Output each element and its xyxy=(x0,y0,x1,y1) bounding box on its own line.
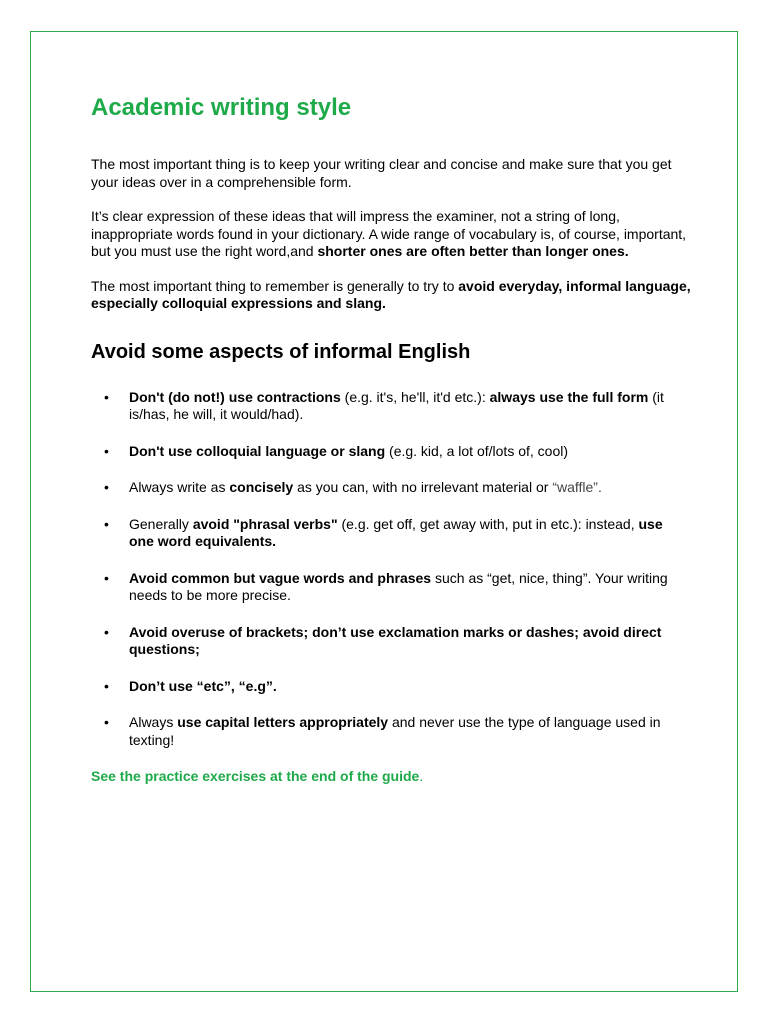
bullet-icon: • xyxy=(104,388,109,405)
intro-paragraph-3 xyxy=(91,278,691,313)
list-item-bold: always use the full form xyxy=(489,388,649,405)
intro-paragraph-2-emphasis: shorter ones are often better than longer ones. xyxy=(317,243,629,259)
guideline-list xyxy=(91,389,691,750)
list-item-bold: avoid "phrasal verbs" xyxy=(192,515,338,532)
list-item-text: and never use the type of language used in texting! xyxy=(129,714,661,748)
practice-note-text: See the practice exercises at the end of the guide xyxy=(91,768,420,784)
bullet-icon: • xyxy=(104,569,109,586)
section-heading: Avoid some aspects of informal English xyxy=(91,340,471,363)
bullet-icon: • xyxy=(104,677,109,694)
list-item xyxy=(91,570,691,605)
list-item xyxy=(91,389,691,424)
document-content xyxy=(91,92,691,786)
list-item-bold: concisely xyxy=(229,479,294,495)
bullet-icon: • xyxy=(104,479,109,495)
bullet-icon: • xyxy=(104,442,109,459)
list-item-bold: Don't (do not!) use contractions xyxy=(129,388,341,405)
list-item-text: (e.g. kid, a lot of/lots of, cool) xyxy=(385,442,569,459)
practice-note-period: . xyxy=(419,768,424,784)
bullet-icon: • xyxy=(104,623,109,640)
list-item xyxy=(91,624,691,659)
list-item-text: (e.g. get off, get away with, put in etc.): instead, xyxy=(337,515,639,532)
list-item-text: (e.g. it's, he'll, it'd etc.): xyxy=(340,388,490,405)
list-item xyxy=(91,714,691,749)
list-item-bold: Avoid common but vague words and phrases xyxy=(129,569,432,586)
intro-paragraph-1: The most important thing is to keep your writing clear and concise and make sure that you get your ideas over in a comprehensible form. xyxy=(91,156,672,190)
list-item-text: Always xyxy=(129,714,178,730)
intro-paragraph-2-text: It’s clear expression of these ideas that will impress the examiner, not a string of long, inappropriate words found in your dictionary. A wide range of vocabulary is, of course, important, but you must use the right word,and xyxy=(91,208,687,259)
list-item-bold: Avoid overuse of brackets; don’t use exclamation marks or dashes; avoid direct questions; xyxy=(129,623,662,657)
list-item-text: Always write as xyxy=(129,479,230,495)
intro-paragraph-2 xyxy=(91,208,691,261)
list-item xyxy=(91,479,691,497)
practice-note xyxy=(91,768,691,786)
list-item xyxy=(91,516,691,551)
list-item-quote: “waffle”. xyxy=(552,479,602,495)
list-item-text: Generally xyxy=(129,515,193,532)
list-item-bold: use capital letters appropriately xyxy=(177,714,389,730)
bullet-icon: • xyxy=(104,515,109,532)
list-item xyxy=(91,443,691,461)
list-item xyxy=(91,678,691,696)
intro-paragraph-3-text: The most important thing to remember is generally to try to xyxy=(91,277,459,294)
list-item-bold: Don't use colloquial language or slang xyxy=(129,442,386,459)
list-item-text: as you can, with no irrelevant material or xyxy=(293,479,553,495)
page-title: Academic writing style xyxy=(91,94,352,121)
list-item-text: such as “get, nice, thing”. Your writing needs to be more precise. xyxy=(129,569,668,603)
list-item-text: (it is/has, he will, it would/had). xyxy=(129,388,664,422)
intro-paragraph-3-emphasis: avoid everyday, informal language, especially colloquial expressions and slang. xyxy=(91,277,691,311)
list-item-bold: Don’t use “etc”, “e.g”. xyxy=(129,677,277,694)
bullet-icon: • xyxy=(104,714,109,730)
list-item-bold: use one word equivalents. xyxy=(129,515,663,549)
